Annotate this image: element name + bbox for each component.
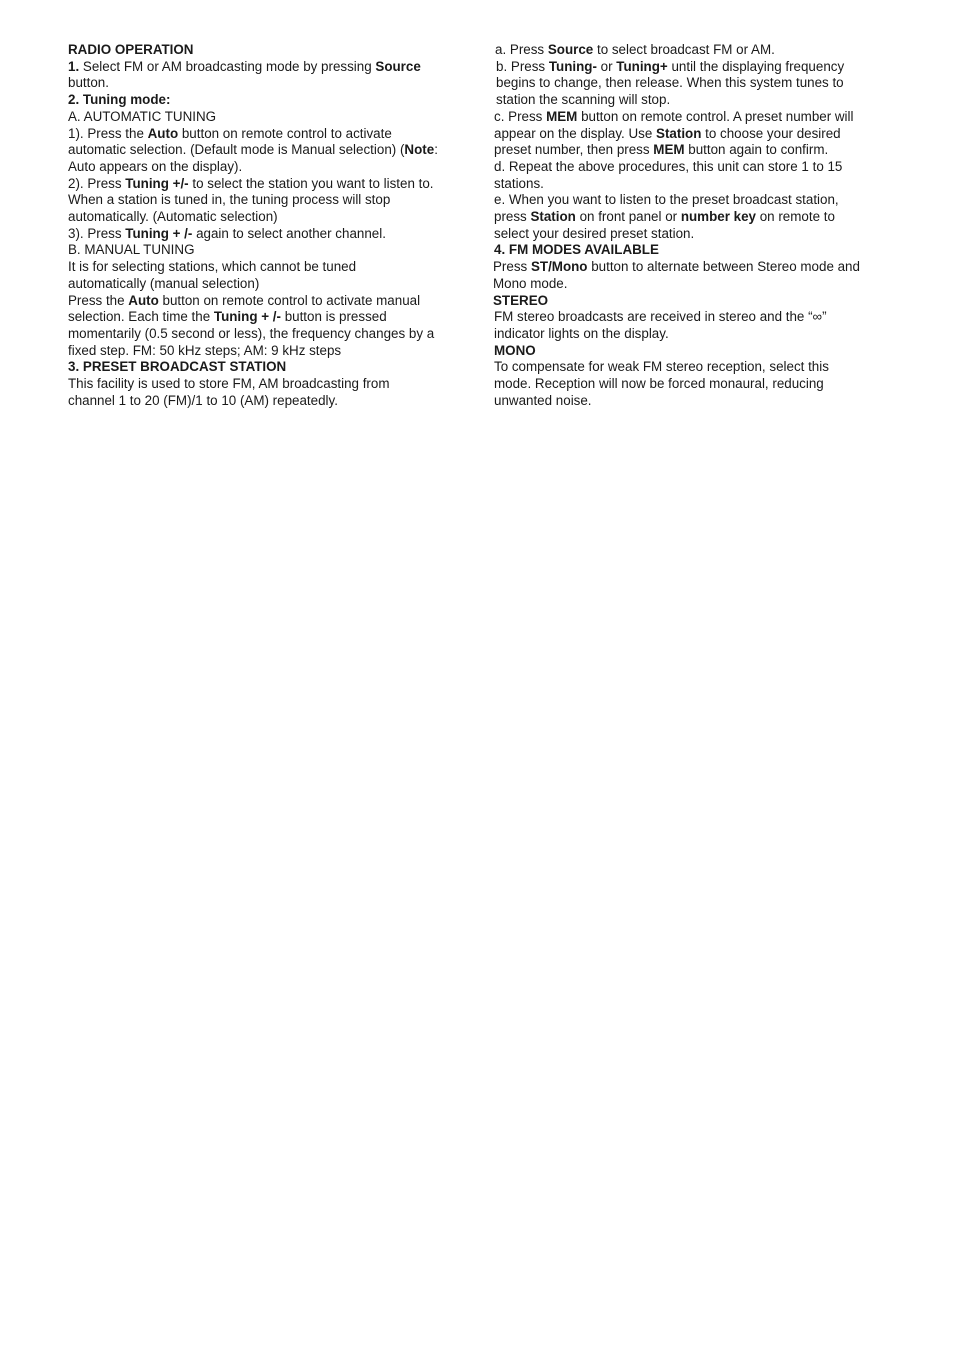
auto-step-1-paragraph	[68, 126, 468, 176]
paragraph-line: a. Press Source to select broadcast FM or AM.	[495, 42, 775, 57]
paragraph-line: Mono mode.	[493, 275, 568, 291]
paragraph-line: When a station is tuned in, the tuning process will stop	[68, 192, 391, 208]
paragraph-line: preset number, then press MEM button again to confirm.	[494, 142, 829, 158]
preset-step-a	[494, 42, 894, 59]
paragraph-line: e. When you want to listen to the preset broadcast station,	[494, 192, 839, 208]
paragraph-line: appear on the display. Use Station to choose your desired	[494, 125, 841, 141]
paragraph-line: FM stereo broadcasts are received in stereo and the “∞”	[494, 309, 827, 325]
paragraph-line: automatic selection. (Default mode is Manual selection) (Note:	[68, 142, 438, 158]
paragraph-line: 3). Press Tuning + /- again to select another channel.	[68, 225, 386, 241]
subheading-mono: MONO	[494, 342, 536, 358]
section-heading-radio-operation: RADIO OPERATION	[68, 42, 194, 57]
right-column	[494, 42, 894, 409]
paragraph-line: Press ST/Mono button to alternate between Stereo mode and	[493, 259, 860, 275]
paragraph-line: 2). Press Tuning +/- to select the station you want to listen to.	[68, 175, 434, 191]
paragraph-line: 1. Select FM or AM broadcasting mode by pressing Source	[68, 58, 421, 74]
paragraph-line: begins to change, then release. When this system tunes to	[496, 75, 844, 91]
preset-step-d	[494, 159, 894, 192]
paragraph-line: select your desired preset station.	[494, 225, 695, 241]
paragraph-line: channel 1 to 20 (FM)/1 to 10 (AM) repeatedly.	[68, 392, 338, 408]
preset-paragraph	[68, 376, 468, 409]
paragraph-line: automatically (manual selection)	[68, 275, 260, 291]
paragraph-line: Press the Auto button on remote control to activate manual	[68, 292, 421, 308]
paragraph-line: fixed step. FM: 50 kHz steps; AM: 9 kHz steps	[68, 342, 342, 358]
manual-paragraph-1	[68, 259, 468, 292]
preset-step-e	[494, 192, 894, 242]
paragraph-line: It is for selecting stations, which cannot be tuned	[68, 259, 357, 275]
preset-step-c	[494, 109, 894, 159]
step-1-paragraph	[68, 59, 468, 92]
paragraph-line: selection. Each time the Tuning + /- button is pressed	[68, 309, 387, 325]
section-heading-fm-modes-available: 4. FM MODES AVAILABLE	[494, 242, 659, 258]
preset-step-b	[494, 59, 894, 109]
auto-step-3-paragraph	[68, 226, 468, 243]
subheading-stereo: STEREO	[493, 292, 549, 308]
paragraph-line: 1). Press the Auto button on remote control to activate	[68, 125, 392, 141]
subheading-manual-tuning: B. MANUAL TUNING	[68, 242, 195, 258]
paragraph-line: button.	[68, 75, 109, 91]
paragraph-line: station the scanning will stop.	[496, 92, 671, 108]
paragraph-line: d. Repeat the above procedures, this unit can store 1 to 15	[494, 158, 843, 174]
paragraph-line: indicator lights on the display.	[494, 325, 669, 341]
paragraph-line: automatically. (Automatic selection)	[68, 209, 278, 225]
paragraph-line: press Station on front panel or number key on remote to	[494, 209, 835, 225]
section-heading-tuning-mode: 2. Tuning mode:	[68, 92, 171, 108]
paragraph-line: To compensate for weak FM stereo reception, select this	[494, 359, 829, 375]
paragraph-line: c. Press MEM button on remote control. A preset number will	[494, 108, 854, 124]
mono-paragraph	[494, 359, 894, 409]
fm-modes-paragraph	[494, 259, 894, 292]
subheading-automatic-tuning: A. AUTOMATIC TUNING	[68, 108, 217, 124]
left-column	[68, 42, 468, 409]
section-heading-preset-broadcast-station: 3. PRESET BROADCAST STATION	[68, 359, 287, 375]
paragraph-line: unwanted noise.	[494, 392, 592, 408]
paragraph-line: mode. Reception will now be forced monaural, reducing	[494, 376, 824, 392]
paragraph-line: b. Press Tuning- or Tuning+ until the displaying frequency	[496, 58, 845, 74]
paragraph-line: momentarily (0.5 second or less), the frequency changes by a	[68, 325, 435, 341]
manual-paragraph-2	[68, 293, 468, 360]
paragraph-line: Auto appears on the display).	[68, 158, 243, 174]
paragraph-line: stations.	[494, 175, 544, 191]
paragraph-line: This facility is used to store FM, AM broadcasting from	[68, 376, 390, 392]
stereo-paragraph	[494, 309, 894, 342]
auto-step-2-paragraph	[68, 176, 468, 226]
